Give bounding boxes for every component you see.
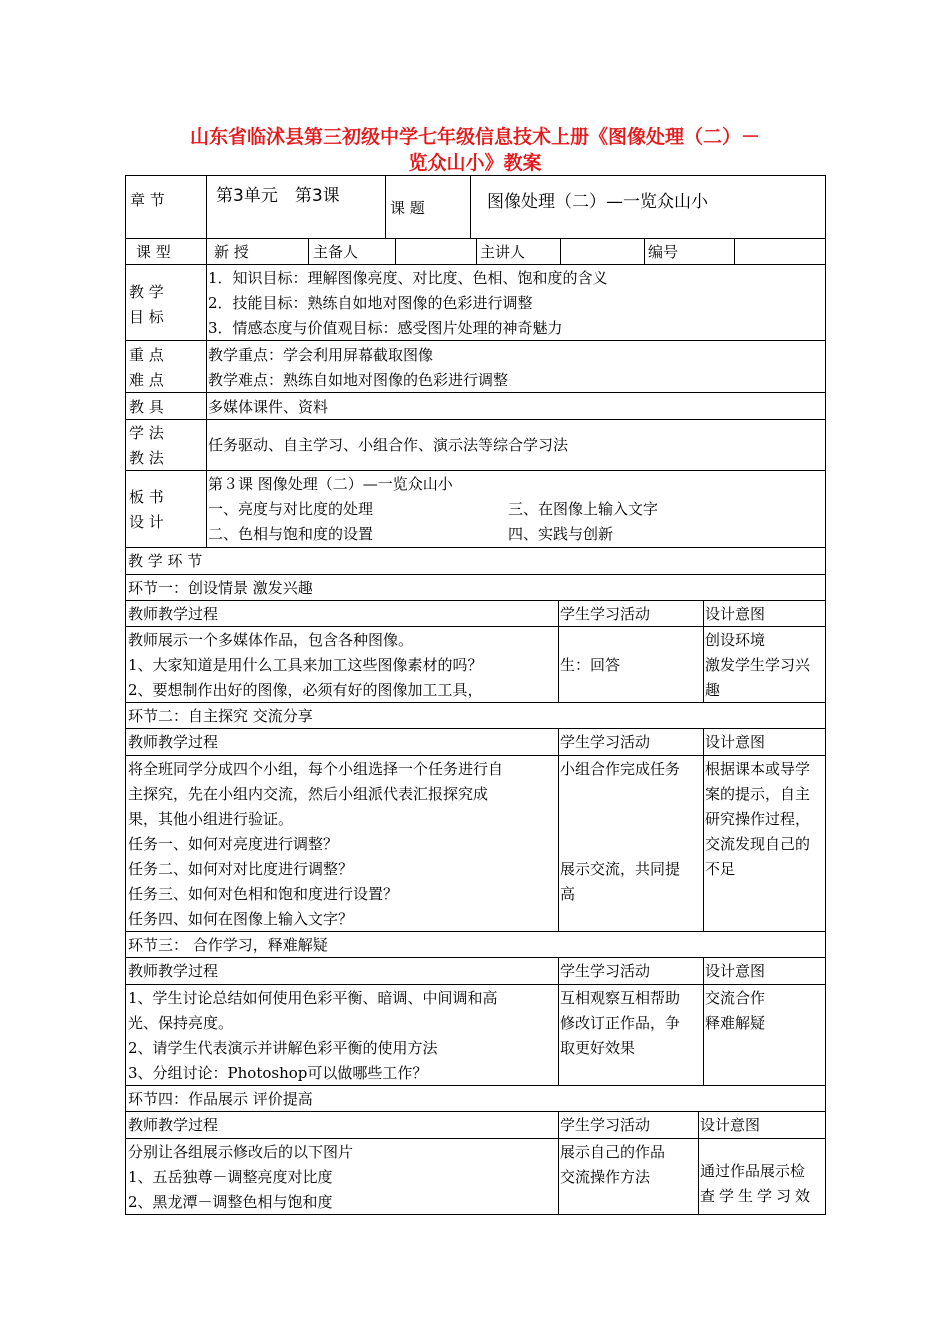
board-item: 三、在图像上输入文字: [508, 500, 659, 518]
objectives-label-1: 教 学: [129, 283, 164, 301]
step1-student: 生：回答: [560, 656, 621, 674]
step3-teacher-line: 1、学生讨论总结如何使用色彩平衡、暗调、中间调和高: [128, 989, 498, 1007]
step2-design-line: 根据课本或导学: [705, 760, 811, 778]
col-header-design: 设计意图: [700, 1116, 761, 1134]
step1-design-line: 趣: [705, 681, 721, 699]
step2-design-line: 不足: [705, 860, 736, 878]
tools-label: 教 具: [129, 398, 164, 416]
step2-design-line: 案的提示，自主: [705, 785, 811, 803]
step1-title: 环节一：创设情景 激发兴趣: [128, 579, 313, 597]
keypoint-line: 教学难点：熟练自如地对图像的色彩进行调整: [208, 371, 509, 389]
col-header-student: 学生学习活动: [560, 733, 651, 751]
step3-teacher-line: 3、分组讨论：Photoshop可以做哪些工作？: [128, 1064, 428, 1082]
step3-design-line: 释难解疑: [705, 1014, 766, 1032]
zhubei-label: 主备人: [313, 243, 359, 261]
document-title-line1: 山东省临沭县第三初级中学七年级信息技术上册《图像处理（二）－: [189, 126, 760, 148]
teaching-steps-label: 教 学 环 节: [128, 552, 203, 570]
step4-design-line: 通过作品展示检: [700, 1162, 806, 1180]
step4-design-line: 查学生学习效: [700, 1187, 815, 1205]
col-header-design: 设计意图: [705, 733, 766, 751]
step2-student-line: 高: [560, 885, 576, 903]
step2-title: 环节二：自主探究 交流分享: [128, 707, 313, 725]
kexing-label: 课 型: [136, 243, 171, 261]
keypoints-label-2: 难 点: [129, 371, 164, 389]
step3-design-line: 交流合作: [705, 989, 766, 1007]
keypoints-label-1: 重 点: [129, 346, 164, 364]
step4-student-line: 展示自己的作品: [560, 1143, 666, 1161]
keypoint-line: 教学重点：学会利用屏幕截取图像: [208, 346, 434, 364]
board-label-1: 板 书: [129, 488, 164, 506]
col-header-teacher: 教师教学过程: [128, 962, 219, 980]
kexing-value: 新 授: [214, 243, 249, 261]
board-heading: 第３课 图像处理（二）—一览众山小: [208, 475, 453, 493]
objective-line: 3．情感态度与价值观目标：感受图片处理的神奇魅力: [208, 319, 563, 337]
zhangjie-label: 章 节: [130, 191, 165, 209]
col-header-teacher: 教师教学过程: [128, 605, 219, 623]
zhujiang-label: 主讲人: [480, 243, 526, 261]
objective-line: 1．知识目标：理解图像亮度、对比度、色相、饱和度的含义: [208, 269, 608, 287]
col-header-design: 设计意图: [705, 605, 766, 623]
step2-student-line: 小组合作完成任务: [560, 760, 681, 778]
board-label-2: 设 计: [129, 513, 164, 531]
step2-teacher-line: 将全班同学分成四个小组，每个小组选择一个任务进行自: [128, 760, 504, 778]
step2-teacher-line: 果，其他小组进行验证。: [128, 810, 294, 828]
col-header-student: 学生学习活动: [560, 1116, 651, 1134]
step1-teacher-line: 教师展示一个多媒体作品，包含各种图像。: [128, 631, 414, 649]
zhangjie-value: 第3单元 第3课: [216, 186, 340, 206]
tools-value: 多媒体课件、资料: [208, 398, 329, 416]
step2-teacher-line: 任务三、如何对色相和饱和度进行设置？: [128, 885, 399, 903]
bianhao-label: 编号: [648, 243, 679, 261]
step1-teacher-line: 2、要想制作出好的图像，必须有好的图像加工工具，: [128, 681, 483, 699]
col-header-teacher: 教师教学过程: [128, 733, 219, 751]
step2-student-line: 展示交流，共同提: [560, 860, 681, 878]
col-header-student: 学生学习活动: [560, 605, 651, 623]
step3-title: 环节三： 合作学习，释难解疑: [128, 936, 328, 954]
step4-title: 环节四：作品展示 评价提高: [128, 1090, 313, 1108]
step2-teacher-line: 任务一、如何对亮度进行调整？: [128, 835, 339, 853]
step3-student-line: 修改订正作品，争: [560, 1014, 681, 1032]
step1-design-line: 创设环境: [705, 631, 766, 649]
board-item: 一、亮度与对比度的处理: [208, 500, 374, 518]
step4-teacher-line: 2、黑龙潭－调整色相与饱和度: [128, 1193, 333, 1211]
objective-line: 2．技能目标：熟练自如地对图像的色彩进行调整: [208, 294, 533, 312]
col-header-student: 学生学习活动: [560, 962, 651, 980]
step1-teacher-line: 1、大家知道是用什么工具来加工这些图像素材的吗？: [128, 656, 483, 674]
document-title-line2: 览众山小》教案: [408, 152, 542, 174]
step3-student-line: 取更好效果: [560, 1039, 636, 1057]
step2-design-line: 交流发现自己的: [705, 835, 811, 853]
methods-label-2: 教 法: [129, 449, 164, 467]
step2-teacher-line: 任务四、如何在图像上输入文字？: [128, 910, 354, 928]
step2-teacher-line: 主探究，先在小组内交流，然后小组派代表汇报探究成: [128, 785, 489, 803]
step4-student-line: 交流操作方法: [560, 1168, 651, 1186]
methods-label-1: 学 法: [129, 424, 164, 442]
step3-teacher-line: 2、请学生代表演示并讲解色彩平衡的使用方法: [128, 1039, 438, 1057]
keti-label: 课 题: [390, 199, 425, 217]
col-header-design: 设计意图: [705, 962, 766, 980]
board-item: 二、色相与饱和度的设置: [208, 525, 374, 543]
step4-teacher-line: 1、五岳独尊－调整亮度对比度: [128, 1168, 333, 1186]
objectives-label-2: 目 标: [129, 308, 164, 326]
board-item: 四、实践与创新: [508, 525, 614, 543]
keti-value: 图像处理（二）—一览众山小: [487, 192, 708, 212]
step4-teacher-line: 分别让各组展示修改后的以下图片: [128, 1143, 354, 1161]
methods-value: 任务驱动、自主学习、小组合作、演示法等综合学习法: [208, 436, 569, 454]
step2-teacher-line: 任务二、如何对对比度进行调整？: [128, 860, 354, 878]
step3-teacher-line: 光、保持亮度。: [128, 1014, 234, 1032]
step2-design-line: 研究操作过程，: [705, 810, 811, 828]
col-header-teacher: 教师教学过程: [128, 1116, 219, 1134]
step1-design-line: 激发学生学习兴: [705, 656, 811, 674]
step3-student-line: 互相观察互相帮助: [560, 989, 681, 1007]
